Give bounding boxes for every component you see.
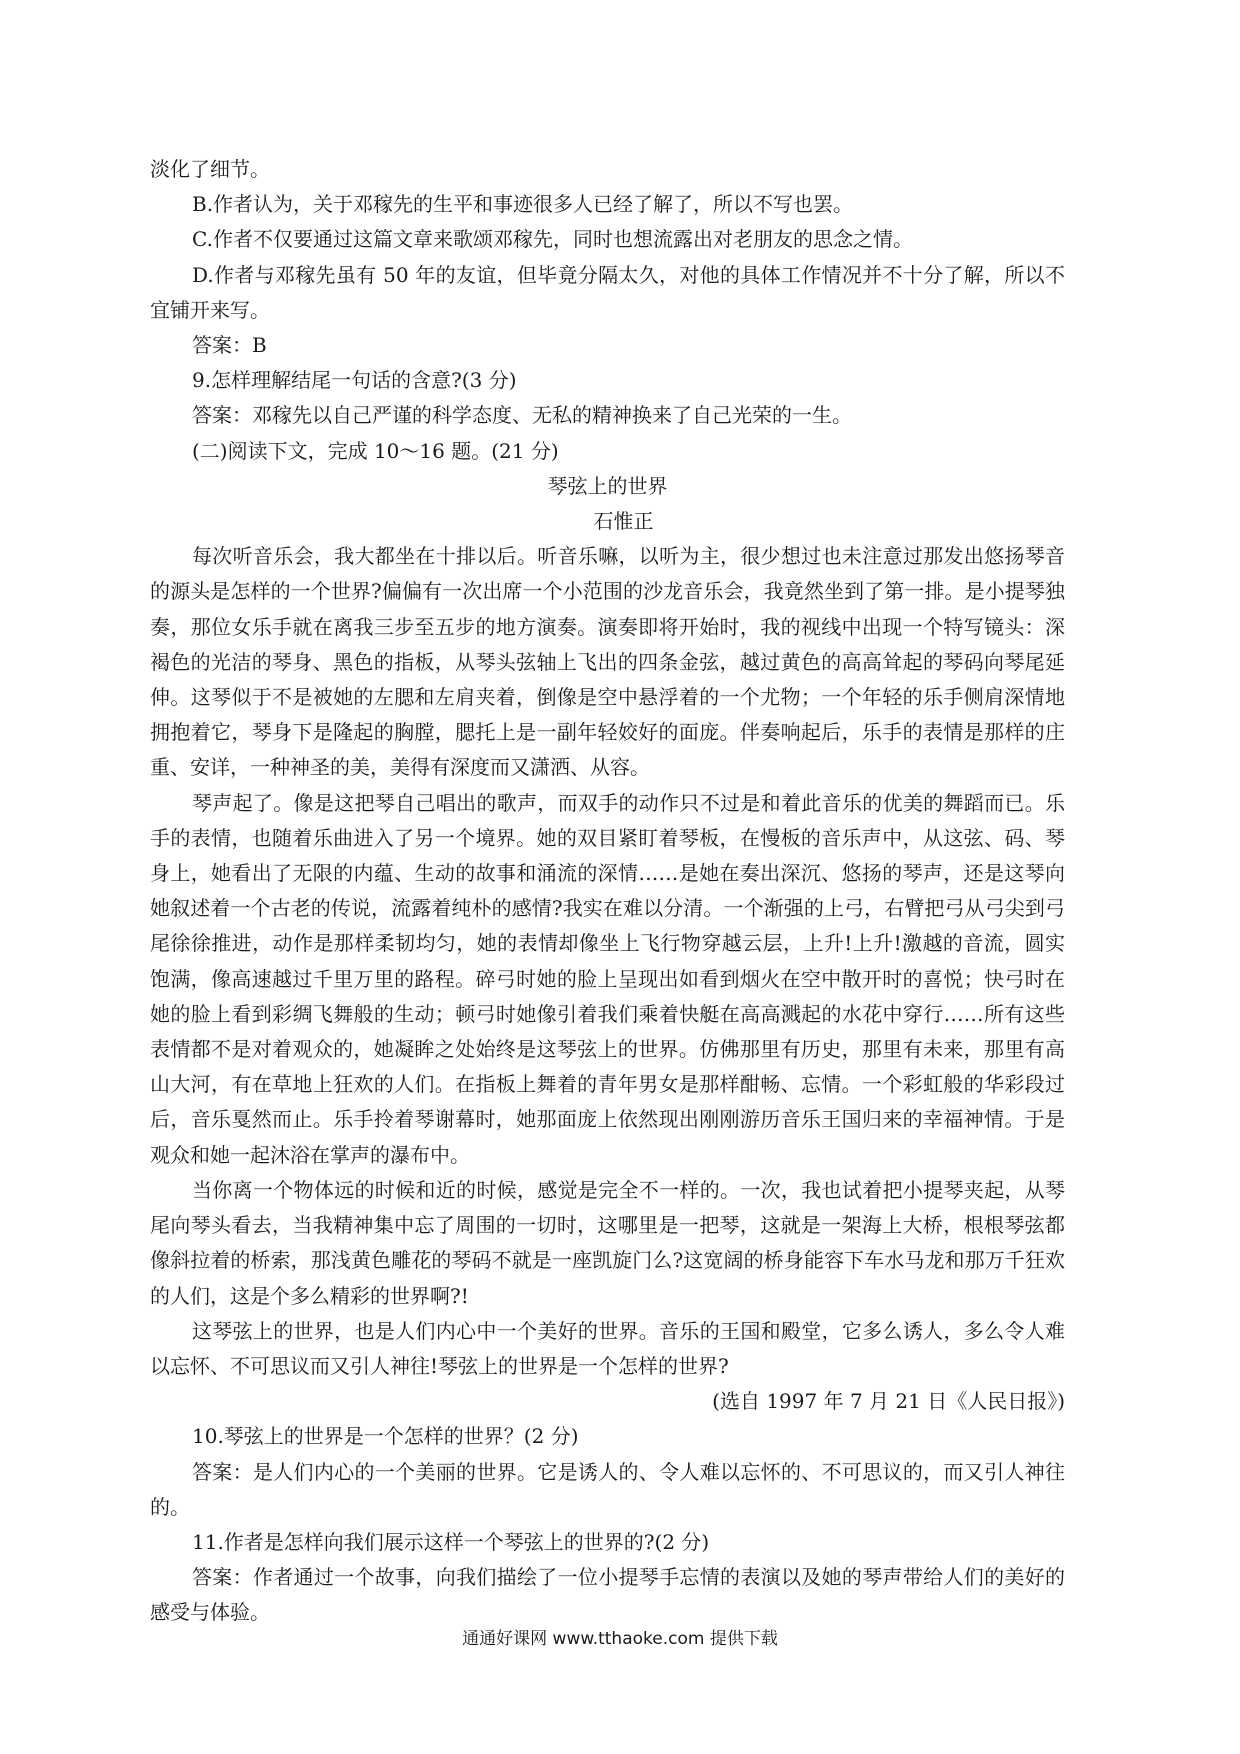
question-9: 9.怎样理解结尾一句话的含意?(3 分): [192, 368, 517, 393]
question-10: 10.琴弦上的世界是一个怎样的世界？(2 分): [192, 1424, 579, 1449]
section-heading: (二)阅读下文，完成 10～16 题。(21 分): [192, 438, 559, 463]
answer-10: 答案：是人们内心的一个美丽的世界。它是诱人的、令人难以忘怀的、不可思议的，而又引人神往的。: [150, 1459, 1065, 1519]
question-11: 11.作者是怎样向我们展示这样一个琴弦上的世界的?(2 分): [192, 1529, 710, 1554]
answer-8: 答案：B: [192, 333, 267, 358]
paragraph-4: 这琴弦上的世界，也是人们内心中一个美好的世界。音乐的王国和殿堂，它多么诱人，多么令人难以忘怀、不可思议而又引人神往!琴弦上的世界是一个怎样的世界?: [150, 1318, 1065, 1378]
continued-line: 淡化了细节。: [150, 157, 270, 181]
paragraph-1: 每次听音乐会，我大都坐在十排以后。听音乐嘛，以听为主，很少想过也未注意过那发出悠扬琴音的源头是怎样的一个世界?偏偏有一次出席一个小范围的沙龙音乐会，我竟然坐到了第一排。是小提琴独奏，那位女乐手就在离我三步至五步的地方演奏。演奏即将开始时，我的视线中出现一个特写镜头：深褐色的光洁的琴身、黑色的指板，从琴头弦轴上飞出的四条金弦，越过黄色的高高耸起的琴码向琴尾延伸。这琴似于不是被她的左腮和左肩夹着，倒像是空中悬浮着的一个尤物；一个年轻的乐手侧肩深情地拥抱着它，琴身下是隆起的胸膛，腮托上是一副年轻姣好的面庞。伴奏响起后，乐手的表情是那样的庄重、安详，一种神圣的美，美得有深度而又潇洒、从容。: [150, 544, 1065, 780]
option-c: C.作者不仅要通过这篇文章来歌颂邓稼先，同时也想流露出对老朋友的思念之情。: [192, 227, 913, 252]
article-title: 琴弦上的世界: [547, 473, 668, 498]
article-author: 石惟正: [593, 509, 654, 534]
answer-11: 答案：作者通过一个故事，向我们描绘了一位小提琴手忘情的表演以及她的琴声带给人们的美好的感受与体验。: [150, 1565, 1065, 1625]
page-footer: 通通好课网 www.tthaoke.com 提供下载: [462, 1629, 778, 1649]
option-b: B.作者认为，关于邓稼先的生平和事迹很多人已经了解了，所以不写也罢。: [192, 192, 854, 217]
document-body: [150, 152, 1065, 1631]
paragraph-3: 当你离一个物体远的时候和近的时候，感觉是完全不一样的。一次，我也试着把小提琴夹起，从琴尾向琴头看去，当我精神集中忘了周围的一切时，这哪里是一把琴，这就是一架海上大桥，根根琴弦都像斜拉着的桥索，那浅黄色雕花的琴码不就是一座凯旋门么?这宽阔的桥身能容下车水马龙和那万千狂欢的人们，这是个多么精彩的世界啊?!: [150, 1177, 1065, 1308]
article-source: (选自 1997 年 7 月 21 日《人民日报》): [712, 1389, 1065, 1414]
answer-9: 答案：邓稼先以自己严谨的科学态度、无私的精神换来了自己光荣的一生。: [192, 403, 852, 428]
paragraph-2: 琴声起了。像是这把琴自己唱出的歌声，而双手的动作只不过是和着此音乐的优美的舞蹈而已。乐手的表情，也随着乐曲进入了另一个境界。她的双目紧盯着琴板，在慢板的音乐声中，从这弦、码、琴身上，她看出了无限的内蕴、生动的故事和涌流的深情……是她在奏出深沉、悠扬的琴声，还是这琴向她叙述着一个古老的传说，流露着纯朴的感情?我实在难以分清。一个渐强的上弓，右臂把弓从弓尖到弓尾徐徐推进，动作是那样柔韧均匀，她的表情却像坐上飞行物穿越云层，上升!上升!激越的音流，圆实饱满，像高速越过千里万里的路程。碎弓时她的脸上呈现出如看到烟火在空中散开时的喜悦；快弓时在她的脸上看到彩绸飞舞般的生动；顿弓时她像引着我们乘着快艇在高高溅起的水花中穿行……所有这些表情都不是对着观众的，她凝眸之处始终是这琴弦上的世界。仿佛那里有历史，那里有未来，那里有高山大河，有在草地上狂欢的人们。在指板上舞着的青年男女是那样酣畅、忘情。一个彩虹般的华彩段过后，音乐戛然而止。乐手拎着琴谢幕时，她那面庞上依然现出刚刚游历音乐王国归来的幸福神情。于是观众和她一起沐浴在掌声的瀑布中。: [150, 790, 1065, 1167]
option-d: D.作者与邓稼先虽有 50 年的友谊，但毕竟分隔太久，对他的具体工作情况并不十分了解，所以不宜铺开来写。: [150, 262, 1065, 322]
